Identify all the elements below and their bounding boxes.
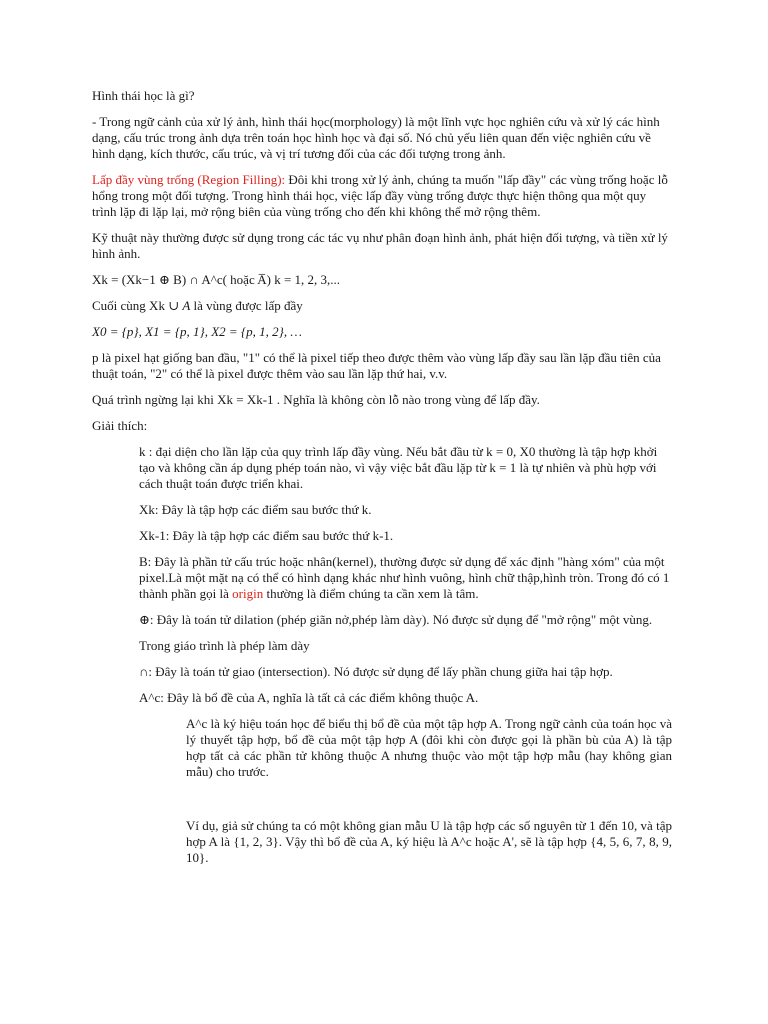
explain-b-suffix: thường là điểm chúng ta cần xem là tâm. <box>263 586 479 601</box>
explain-intersection: ∩: Đây là toán tử giao (intersection). Nó được sử dụng để lấy phần chung giữa hai tập hợp. <box>139 664 613 679</box>
origin-term: origin <box>232 586 264 601</box>
intro-paragraph: - Trong ngữ cảnh của xử lý ảnh, hình thái học(morphology) là một lĩnh vực học nghiên cứu và xử lý các hình dạng, cấu trúc trong ảnh dựa trên toán học hình học và đại số. Nó chủ yếu liên quan đến việc nghiên cứu về hình dạng, kích thước, cấu trúc, và vị trí tương đối của các đối tượng trong ảnh. <box>92 114 660 161</box>
stop-note: Quá trình ngừng lại khi Xk = Xk-1 . Nghĩa là không còn lỗ nào trong vùng để lấp đầy. <box>92 392 540 407</box>
spacer <box>92 790 672 818</box>
explain-k: k : đại diện cho lần lặp của quy trình lấp đầy vùng. Nếu bắt đầu từ k = 0, X0 thường là tập hợp khởi tạo và không cần áp dụng phép toán nào, vì vậy việc bắt đầu lặp từ k = 1 là tự nhiên và phù hợp với cách thuật toán được triển khai. <box>139 444 658 491</box>
explain-textbook: Trong giáo trình là phép làm dày <box>139 638 310 653</box>
explain-b <box>139 554 672 602</box>
explain-dilation: ⊕: Đây là toán tử dilation (phép giãn nở,phép làm dày). Nó được sử dụng để "mở rộng" một vùng. <box>139 612 653 627</box>
example-paragraph: Ví dụ, giả sử chúng ta có một không gian mẫu U là tập hợp các số nguyên từ 1 đến 10, và tập hợp A là {1, 2, 3}. Vậy thì bổ đề của A, ký hiệu là A^c hoặc A', sẽ là tập hợp {4, 5, 6, 7, 8, 9, 10}. <box>186 818 672 865</box>
pixel-note: p là pixel hạt giống ban đầu, "1" có thể là pixel tiếp theo được thêm vào vùng lấp đầy sau lần lặp đầu tiên của thuật toán, "2" có thể là pixel được thêm vào sau lần lặp thứ hai, v.v. <box>92 350 661 381</box>
usage-paragraph: Kỹ thuật này thường được sử dụng trong các tác vụ như phân đoạn hình ảnh, phát hiện đối tượng, và tiền xử lý hình ảnh. <box>92 230 668 261</box>
region-filling-paragraph <box>92 172 672 220</box>
explain-xk: Xk: Đây là tập hợp các điểm sau bước thứ k. <box>139 502 372 517</box>
final-prefix: Cuối cùng Xk ∪ <box>92 298 183 313</box>
final-math: A <box>182 298 191 313</box>
explain-heading: Giải thích: <box>92 418 148 433</box>
region-filling-heading: Lấp đầy vùng trống (Region Filling): <box>92 172 286 187</box>
title: Hình thái học là gì? <box>92 88 195 103</box>
document-page <box>92 88 672 876</box>
complement-detail: A^c là ký hiệu toán học để biểu thị bổ đề của một tập hợp A. Trong ngữ cảnh của toán học và lý thuyết tập hợp, bổ đề của một tập hợp A (đôi khi còn được gọi là phần bù của A) là tập hợp tất cả các phần tử không thuộc A nhưng thuộc vào một tập hợp mẫu (hay không gian mẫu) cho trước. <box>186 716 672 779</box>
explain-b-prefix: B: Đây là phần tử cấu trúc hoặc nhân(kernel), thường được sử dụng để xác định "hàng xóm" của một pixel.Là một mặt nạ có thể có hình dạng khác như hình vuông, hình chữ thập,hình tròn. Trong đó có 1 thành phần gọi là <box>139 554 670 601</box>
explain-complement: A^c: Đây là bổ đề của A, nghĩa là tất cả các điểm không thuộc A. <box>139 690 479 705</box>
final-suffix: là vùng được lấp đầy <box>190 298 303 313</box>
formula: Xk = (Xk−1 ⊕ B) ∩ A^c( hoặc A̅) k = 1, 2, 3,... <box>92 272 341 287</box>
sequence-formula: X0 = {p}, X1 = {p, 1}, X2 = {p, 1, 2}, … <box>92 324 302 339</box>
final-statement <box>92 298 672 314</box>
region-filling-text: Đôi khi trong xử lý ảnh, chúng ta muốn "lấp đầy" các vùng trống hoặc lỗ hổng trong một đối tượng. Trong hình thái học, việc lấp đầy vùng trống được thực hiện thông qua một quy trình lặp đi lặp lại, mở rộng biên của vùng trống cho đến khi không thể mở rộng thêm. <box>92 172 668 219</box>
explain-xk1: Xk-1: Đây là tập hợp các điểm sau bước thứ k-1. <box>139 528 394 543</box>
